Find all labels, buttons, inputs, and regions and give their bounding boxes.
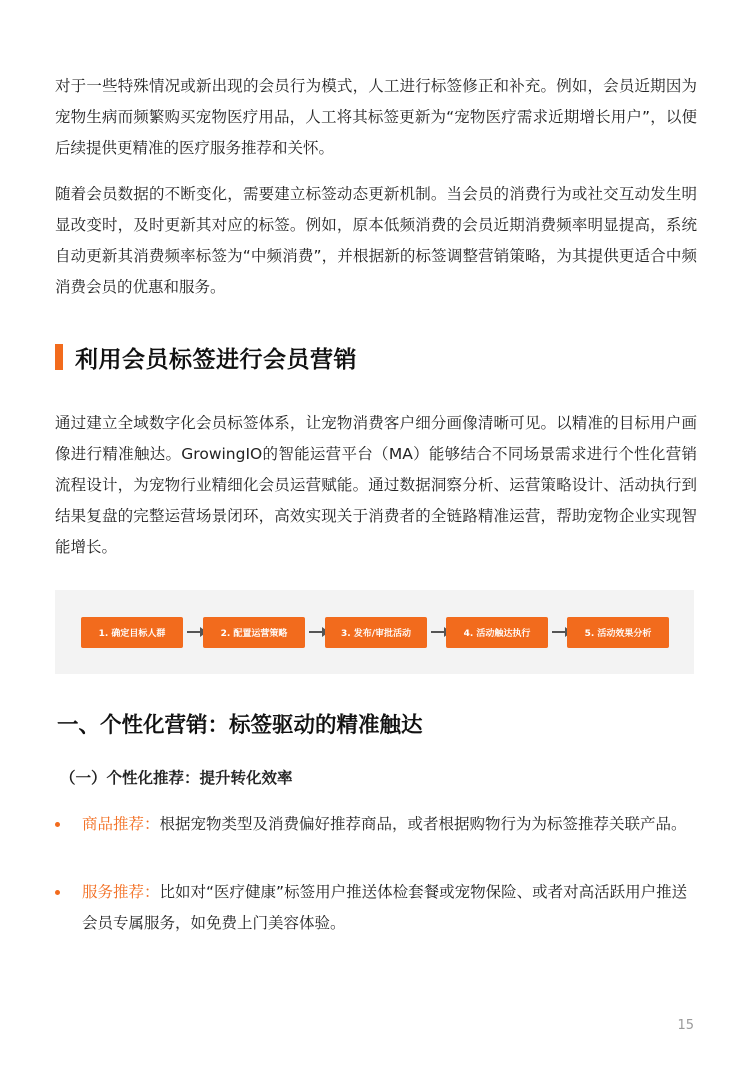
section-heading <box>55 340 357 374</box>
flow-step-2: 2. 配置运营策略 <box>203 617 305 648</box>
section-title: 利用会员标签进行会员营销 <box>75 346 357 373</box>
flow-step-3: 3. 发布/审批活动 <box>325 617 427 648</box>
paragraph-marketing-intro: 通过建立全域数字化会员标签体系，让宠物消费客户细分画像清晰可见。以精准的目标用户画像进行精准触达。GrowingIO的智能运营平台（MA）能够结合不同场景需求进行个性化营销流程设计，为宠物行业精细化会员运营赋能。通过数据洞察分析、运营策略设计、活动执行到结果复盘的完整运营场景闭环，高效实现关于消费者的全链路精准运营，帮助宠物企业实现智能增长。 <box>55 414 697 556</box>
flow-step-1: 1. 确定目标人群 <box>81 617 183 648</box>
list-item-text <box>82 877 695 939</box>
process-flow-diagram <box>55 590 694 674</box>
subheading-personalized-recommendation: （一）个性化推荐：提升转化效率 <box>60 769 293 787</box>
list-item-key: 商品推荐： <box>82 815 160 833</box>
page-number: 15 <box>677 1018 694 1033</box>
flow-step-4: 4. 活动触达执行 <box>446 617 548 648</box>
list-item-body: 根据宠物类型及消费偏好推荐商品，或者根据购物行为为标签推荐关联产品。 <box>159 815 687 833</box>
paragraph-label-correction: 对于一些特殊情况或新出现的会员行为模式，人工进行标签修正和补充。例如，会员近期因为宠物生病而频繁购买宠物医疗用品，人工将其标签更新为“宠物医疗需求近期增长用户”，以便后续提供更精准的医疗服务推荐和关怀。 <box>55 77 697 157</box>
list-item-body: 比如对“医疗健康”标签用户推送体检套餐或宠物保险、或者对高活跃用户推送会员专属服务，如免费上门美容体验。 <box>82 883 688 932</box>
heading-personalized-marketing: 一、个性化营销：标签驱动的精准触达 <box>57 713 423 738</box>
list-item-text <box>82 809 695 840</box>
bullet-dot-icon <box>55 890 60 895</box>
section-accent-bar <box>55 344 63 370</box>
list-item-key: 服务推荐： <box>82 883 160 901</box>
list-item <box>55 877 695 939</box>
flow-step-5: 5. 活动效果分析 <box>567 617 669 648</box>
list-item <box>55 809 695 840</box>
paragraph-dynamic-update: 随着会员数据的不断变化，需要建立标签动态更新机制。当会员的消费行为或社交互动发生明显改变时，及时更新其对应的标签。例如，原本低频消费的会员近期消费频率明显提高，系统自动更新其消费频率标签为“中频消费”，并根据新的标签调整营销策略，为其提供更适合中频消费会员的优惠和服务。 <box>55 185 697 296</box>
bullet-dot-icon <box>55 822 60 827</box>
